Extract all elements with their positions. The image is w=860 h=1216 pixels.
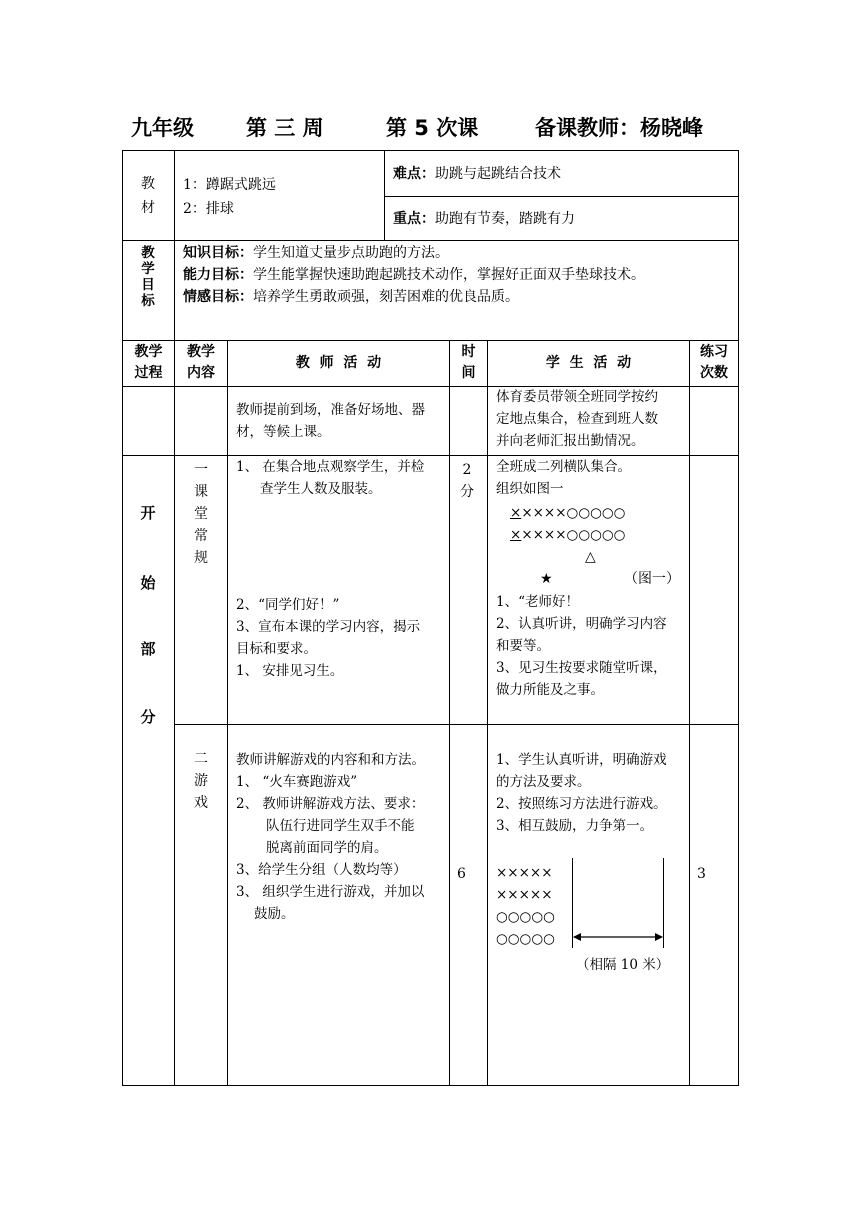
figure-label: （图一） (624, 571, 680, 587)
routine-teacher-activity-2: 2、“同学们好！” 3、宣布本课的学习内容，揭示 目标和要求。 1、 安排见习生。 (236, 597, 421, 679)
diagram-row: ○○○○○ (496, 909, 555, 925)
diagram-row: ××××× (496, 887, 553, 903)
game-label: 二游戏 (194, 751, 208, 811)
formation-row-2: ×××××○○○○○ (510, 527, 626, 543)
star-icon: ★ (540, 571, 553, 587)
routine-student-activity-2: 1、“老师好！ 2、认真听讲，明确学习内容 和要等。 3、见习生按要求随堂听课， 做力所能及之事。 (496, 594, 667, 698)
game-practice-count: 3 (697, 866, 706, 882)
distance-label: （相隔 10 米） (576, 957, 670, 973)
teacher-label: 备课教师：杨晓峰 (535, 116, 703, 140)
header-teacher-activity: 教 师 活 动 (295, 355, 382, 371)
formation-row-1: ×××××○○○○○ (510, 505, 626, 521)
routine-time: 2分 (460, 462, 474, 500)
week-label: 第 三 周 (246, 116, 324, 140)
distance-arrow (572, 930, 664, 944)
page-title (0, 112, 860, 144)
header-student-activity: 学 生 活 动 (545, 355, 632, 371)
diagram-row: ××××× (496, 865, 553, 881)
routine-label: 一课堂常规 (194, 462, 208, 566)
difficulty: 难点：助跳与起跳结合技术 (393, 166, 561, 182)
materials-label: 教材 (141, 176, 155, 216)
game-teacher-activity: 教师讲解游戏的内容和和方法。 1、 “火车赛跑游戏” 2、 教师讲解游戏方法、要求： 队伍行进同学生双手不能 脱离前面同学的肩。 3、给学生分组（人数均等） 3、 组织学生进行游戏，并加以 鼓励。 (236, 752, 425, 922)
header-process: 教学 过程 (134, 344, 163, 381)
header-time: 时 间 (461, 344, 476, 381)
start-char-2: 始 (140, 574, 156, 592)
header-content: 教学 内容 (187, 344, 215, 381)
teacher-position-icon: △ (585, 549, 596, 565)
material-item-1: 1：蹲踞式跳远 (183, 177, 276, 193)
header-practice: 练习 次数 (700, 344, 728, 381)
ability-objective: 能力目标：学生能掌握快速助跑起跳技术动作，掌握好正面双手垫球技术。 (183, 267, 645, 283)
knowledge-objective: 知识目标：学生知道丈量步点助跑的方法。 (183, 245, 449, 261)
start-char-4: 分 (140, 708, 156, 726)
pre-student-activity: 体育委员带领全班同学按约 定地点集合，检查到班人数 并向老师汇报出勤情况。 (496, 389, 658, 449)
grade-label: 九年级 (131, 116, 194, 140)
start-char-3: 部 (140, 640, 156, 658)
routine-teacher-activity: 1、 在集合地点观察学生，并检 查学生人数及服装。 (236, 459, 425, 497)
diagram-rows (496, 862, 555, 950)
material-item-2: 2：排球 (183, 201, 234, 217)
lesson-label: 第 5 次课 (386, 116, 479, 140)
emotion-objective: 情感目标：培养学生勇敢顽强，刻苦困难的优良品质。 (183, 289, 519, 305)
game-student-activity: 1、学生认真听讲，明确游戏 的方法及要求。 2、按照练习方法进行游戏。 3、相互鼓励，力争第一。 (496, 752, 667, 834)
routine-student-activity: 全班成二列横队集合。 组织如图一 (496, 459, 631, 497)
start-char-1: 开 (140, 504, 156, 522)
pre-teacher-activity: 教师提前到场，准备好场地、器 材，等候上课。 (236, 402, 425, 440)
game-time: 6 (457, 866, 466, 882)
diagram-row: ○○○○○ (496, 931, 555, 947)
objectives-label: 教学目标 (141, 245, 155, 309)
key-point: 重点：助跑有节奏，踏跳有力 (393, 211, 575, 227)
